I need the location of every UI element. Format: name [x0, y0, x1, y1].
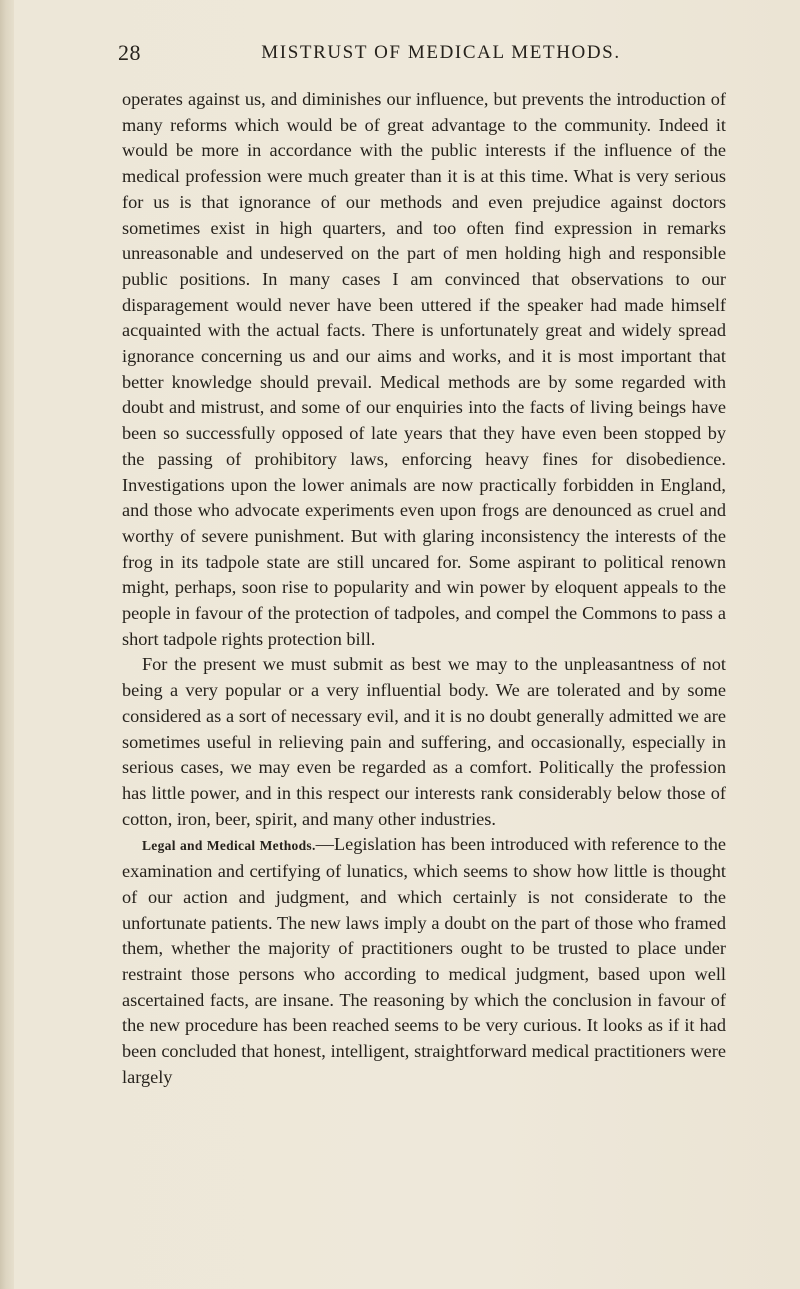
- running-head: MISTRUST OF MEDICAL METHODS.: [261, 42, 621, 63]
- paragraph-3: [122, 832, 726, 1090]
- page-header: [118, 40, 724, 70]
- section-side-heading: Legal and Medical Methods.: [142, 838, 316, 854]
- paragraph-1: operates against us, and diminishes our influence, but prevents the introduction of many reforms which would be of great advantage to the community. Indeed it would be more in accordance with the public interests if the influence of the medical profession were much greater than it is at this time. What is very serious for us is that ignorance of our methods and even prejudice against doctors sometimes exist in high quarters, and too often find expression in remarks unreasonable and undeserved on the part of men holding high and responsible public positions. In many cases I am convinced that observations to our disparagement would never have been uttered if the speaker had made himself acquainted with the actual facts. There is unfortunately great and widely spread ignorance concerning us and our aims and works, and it is most important that better knowledge should prevail. Medical methods are by some regarded with doubt and mistrust, and some of our enquiries into the facts of living beings have been so successfully opposed of late years that they have even been stopped by the passing of prohibitory laws, enforcing heavy fines for disobedience. Investigations upon the lower animals are now practically forbidden in England, and those who advocate experiments even upon frogs are denounced as cruel and worthy of severe punishment. But with glaring inconsistency the interests of the frog in its tadpole state are still uncared for. Some aspirant to political renown might, perhaps, soon rise to popularity and win power by eloquent appeals to the people in favour of the protection of tadpoles, and compel the Commons to pass a short tadpole rights protection bill.: [122, 89, 726, 649]
- binding-edge: [0, 0, 14, 1289]
- paragraph-2: For the present we must submit as best we may to the unpleasantness of not being a very popular or a very influential body. We are tolerated and by some considered as a sort of necessary evil, and it is no doubt generally admitted we are sometimes useful in relieving pain and suffering, and occasionally, especially in serious cases, we may even be regarded as a comfort. Politically the profession has little power, and in this respect our interests rank considerably below those of cotton, iron, beer, spirit, and many other industries.: [122, 654, 726, 829]
- paragraph-3-text: —Legislation has been introduced with reference to the examination and certifying of lunatics, which seems to show how little is thought of our action and judgment, and which certainly is not considerate to the unfortunate patients. The new laws imply a doubt on the part of those who framed them, whether the majority of practitioners ought to be trusted to place under restraint those persons who according to medical judgment, based upon well ascertained facts, are insane. The reasoning by which the conclusion in favour of the new procedure has been reached seems to be very curious. It looks as if it had been concluded that honest, intelligent, straightforward medical practitioners were largely: [122, 834, 726, 1087]
- body-text: [122, 87, 726, 1090]
- page-number: 28: [118, 40, 141, 65]
